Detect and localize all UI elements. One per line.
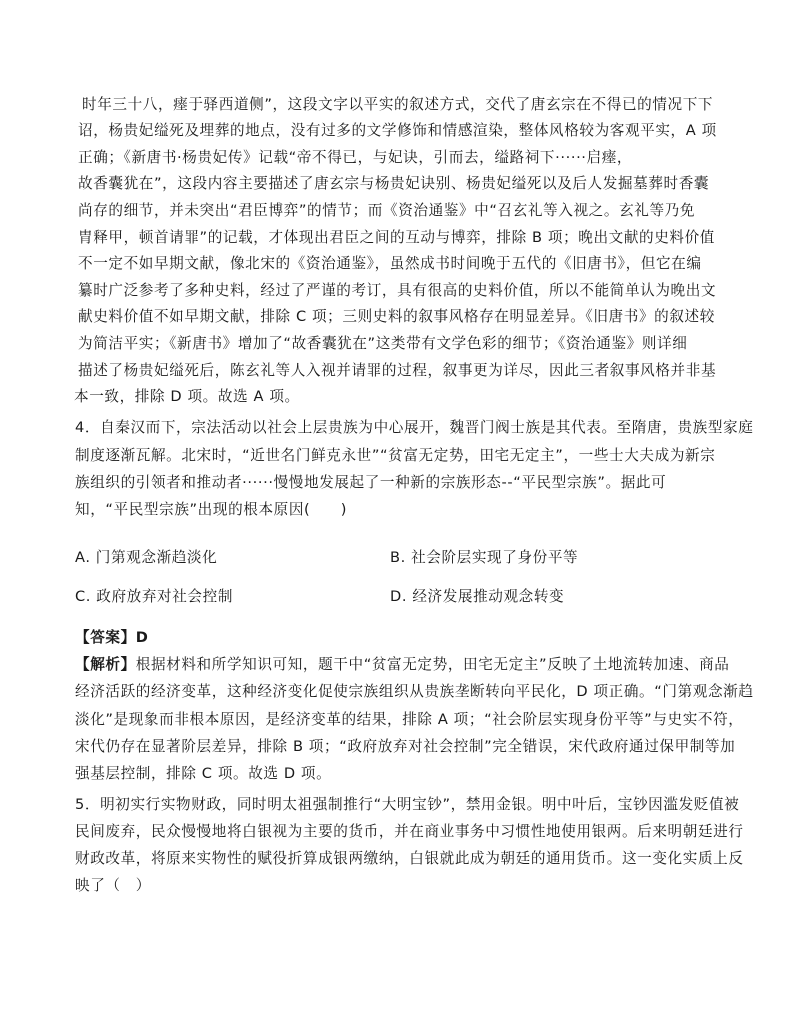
question-stem-line: 5．明初实行实物财政，同时明太祖强制推行“大明宝钞”，禁用金银。明中叶后，宝钞因滥发贬值被: [75, 796, 740, 813]
option-b: B. 社会阶层实现了身份平等: [390, 549, 579, 566]
question-stem-line: 映了（ ）: [75, 877, 151, 894]
text-line: 献史料价值不如早期文献，排除 C 项；三则史料的叙事风格存在明显差异。《旧唐书》的叙述较: [78, 308, 715, 325]
text-line: 时年三十八，瘗于驿西道侧”，这段文字以平实的叙述方式，交代了唐玄宗在不得已的情况下下: [82, 96, 714, 113]
question-stem-line: 族组织的引领者和推动者······慢慢地发展起了一种新的宗族形态--“平民型宗族”。据此可: [75, 474, 667, 491]
text-line: 尚存的细节，并未突出“君臣博弈”的情节；而《资治通鉴》中“召玄礼等入视之。玄礼等乃免: [78, 202, 696, 219]
analysis-line-1: [75, 655, 729, 675]
text-line: 本一致，排除 D 项。故选 A 项。: [74, 388, 300, 405]
analysis-line: 经济活跃的经济变革，这种经济变化促使宗族组织从贵族垄断转向平民化，D 项正确。“门第观念渐趋: [75, 683, 754, 700]
text-line: 胄释甲，顿首请罪”的记载，才体现出君臣之间的互动与博弈，排除 B 项；晚出文献的史料价值: [78, 229, 716, 246]
option-d: D. 经济发展推动观念转变: [390, 588, 565, 605]
analysis-line: 淡化”是现象而非根本原因，是经济变革的结果，排除 A 项；“社会阶层实现身份平等”与史实不符，: [75, 711, 744, 728]
question-stem-line: 制度逐渐瓦解。北宋时，“近世名门鲜克永世”“贫富无定势，田宅无定主”，一些士大夫成为新宗: [75, 447, 716, 464]
question-stem-line: 民间废弃，民众慢慢地将白银视为主要的货币，并在商业事务中习惯性地使用银两。后来明朝廷进行: [75, 823, 744, 840]
question-stem-line: 财政改革，将原来实物性的赋役折算成银两缴纳，白银就此成为朝廷的通用货币。这一变化实质上反: [75, 850, 744, 867]
option-c: C. 政府放弃对社会控制: [75, 588, 234, 605]
text-line: 故香囊犹在”，这段内容主要描述了唐玄宗与杨贵妃诀别、杨贵妃缢死以及后人发掘墓葬时香囊: [78, 175, 710, 192]
text-line: 正确；《新唐书·杨贵妃传》记载“帝不得已，与妃诀，引而去，缢路祠下······启瘗，: [78, 149, 633, 166]
analysis-text: 根据材料和所学知识可知，题干中“贫富无定势，田宅无定主”反映了土地流转加速、商品: [135, 656, 730, 673]
question-stem-line: 知，“平民型宗族”出现的根本原因( ): [75, 501, 348, 518]
text-line: 描述了杨贵妃缢死后，陈玄礼等人入视并请罪的过程，叙事更为详尽，因此三者叙事风格并非基: [78, 362, 717, 379]
analysis-line: 宋代仍存在显著阶层差异，排除 B 项；“政府放弃对社会控制”完全错误，宋代政府通过保甲制等加: [75, 738, 736, 755]
analysis-line: 强基层控制，排除 C 项。故选 D 项。: [75, 765, 332, 782]
option-a: A. 门第观念渐趋淡化: [75, 549, 218, 566]
question-stem-line: 4．自秦汉而下，宗法活动以社会上层贵族为中心展开，魏晋门阀士族是其代表。至隋唐，贵族型家庭: [75, 419, 754, 436]
analysis-label: 【解析】: [75, 656, 136, 673]
text-line: 纂时广泛参考了多种史料，经过了严谨的考订，具有很高的史料价值，所以不能简单认为晚出文: [78, 282, 717, 299]
text-line: 不一定不如早期文献，像北宋的《资治通鉴》，虽然成书时间晚于五代的《旧唐书》，但它在编: [78, 255, 702, 272]
text-line: 诏，杨贵妃缢死及埋葬的地点，没有过多的文学修饰和情感渲染，整体风格较为客观平实，A 项: [78, 122, 717, 139]
answer-label: 【答案】D: [75, 629, 149, 646]
text-line: 为简洁平实；《新唐书》增加了“故香囊犹在”这类带有文学色彩的细节；《资治通鉴》则详细: [78, 335, 688, 352]
